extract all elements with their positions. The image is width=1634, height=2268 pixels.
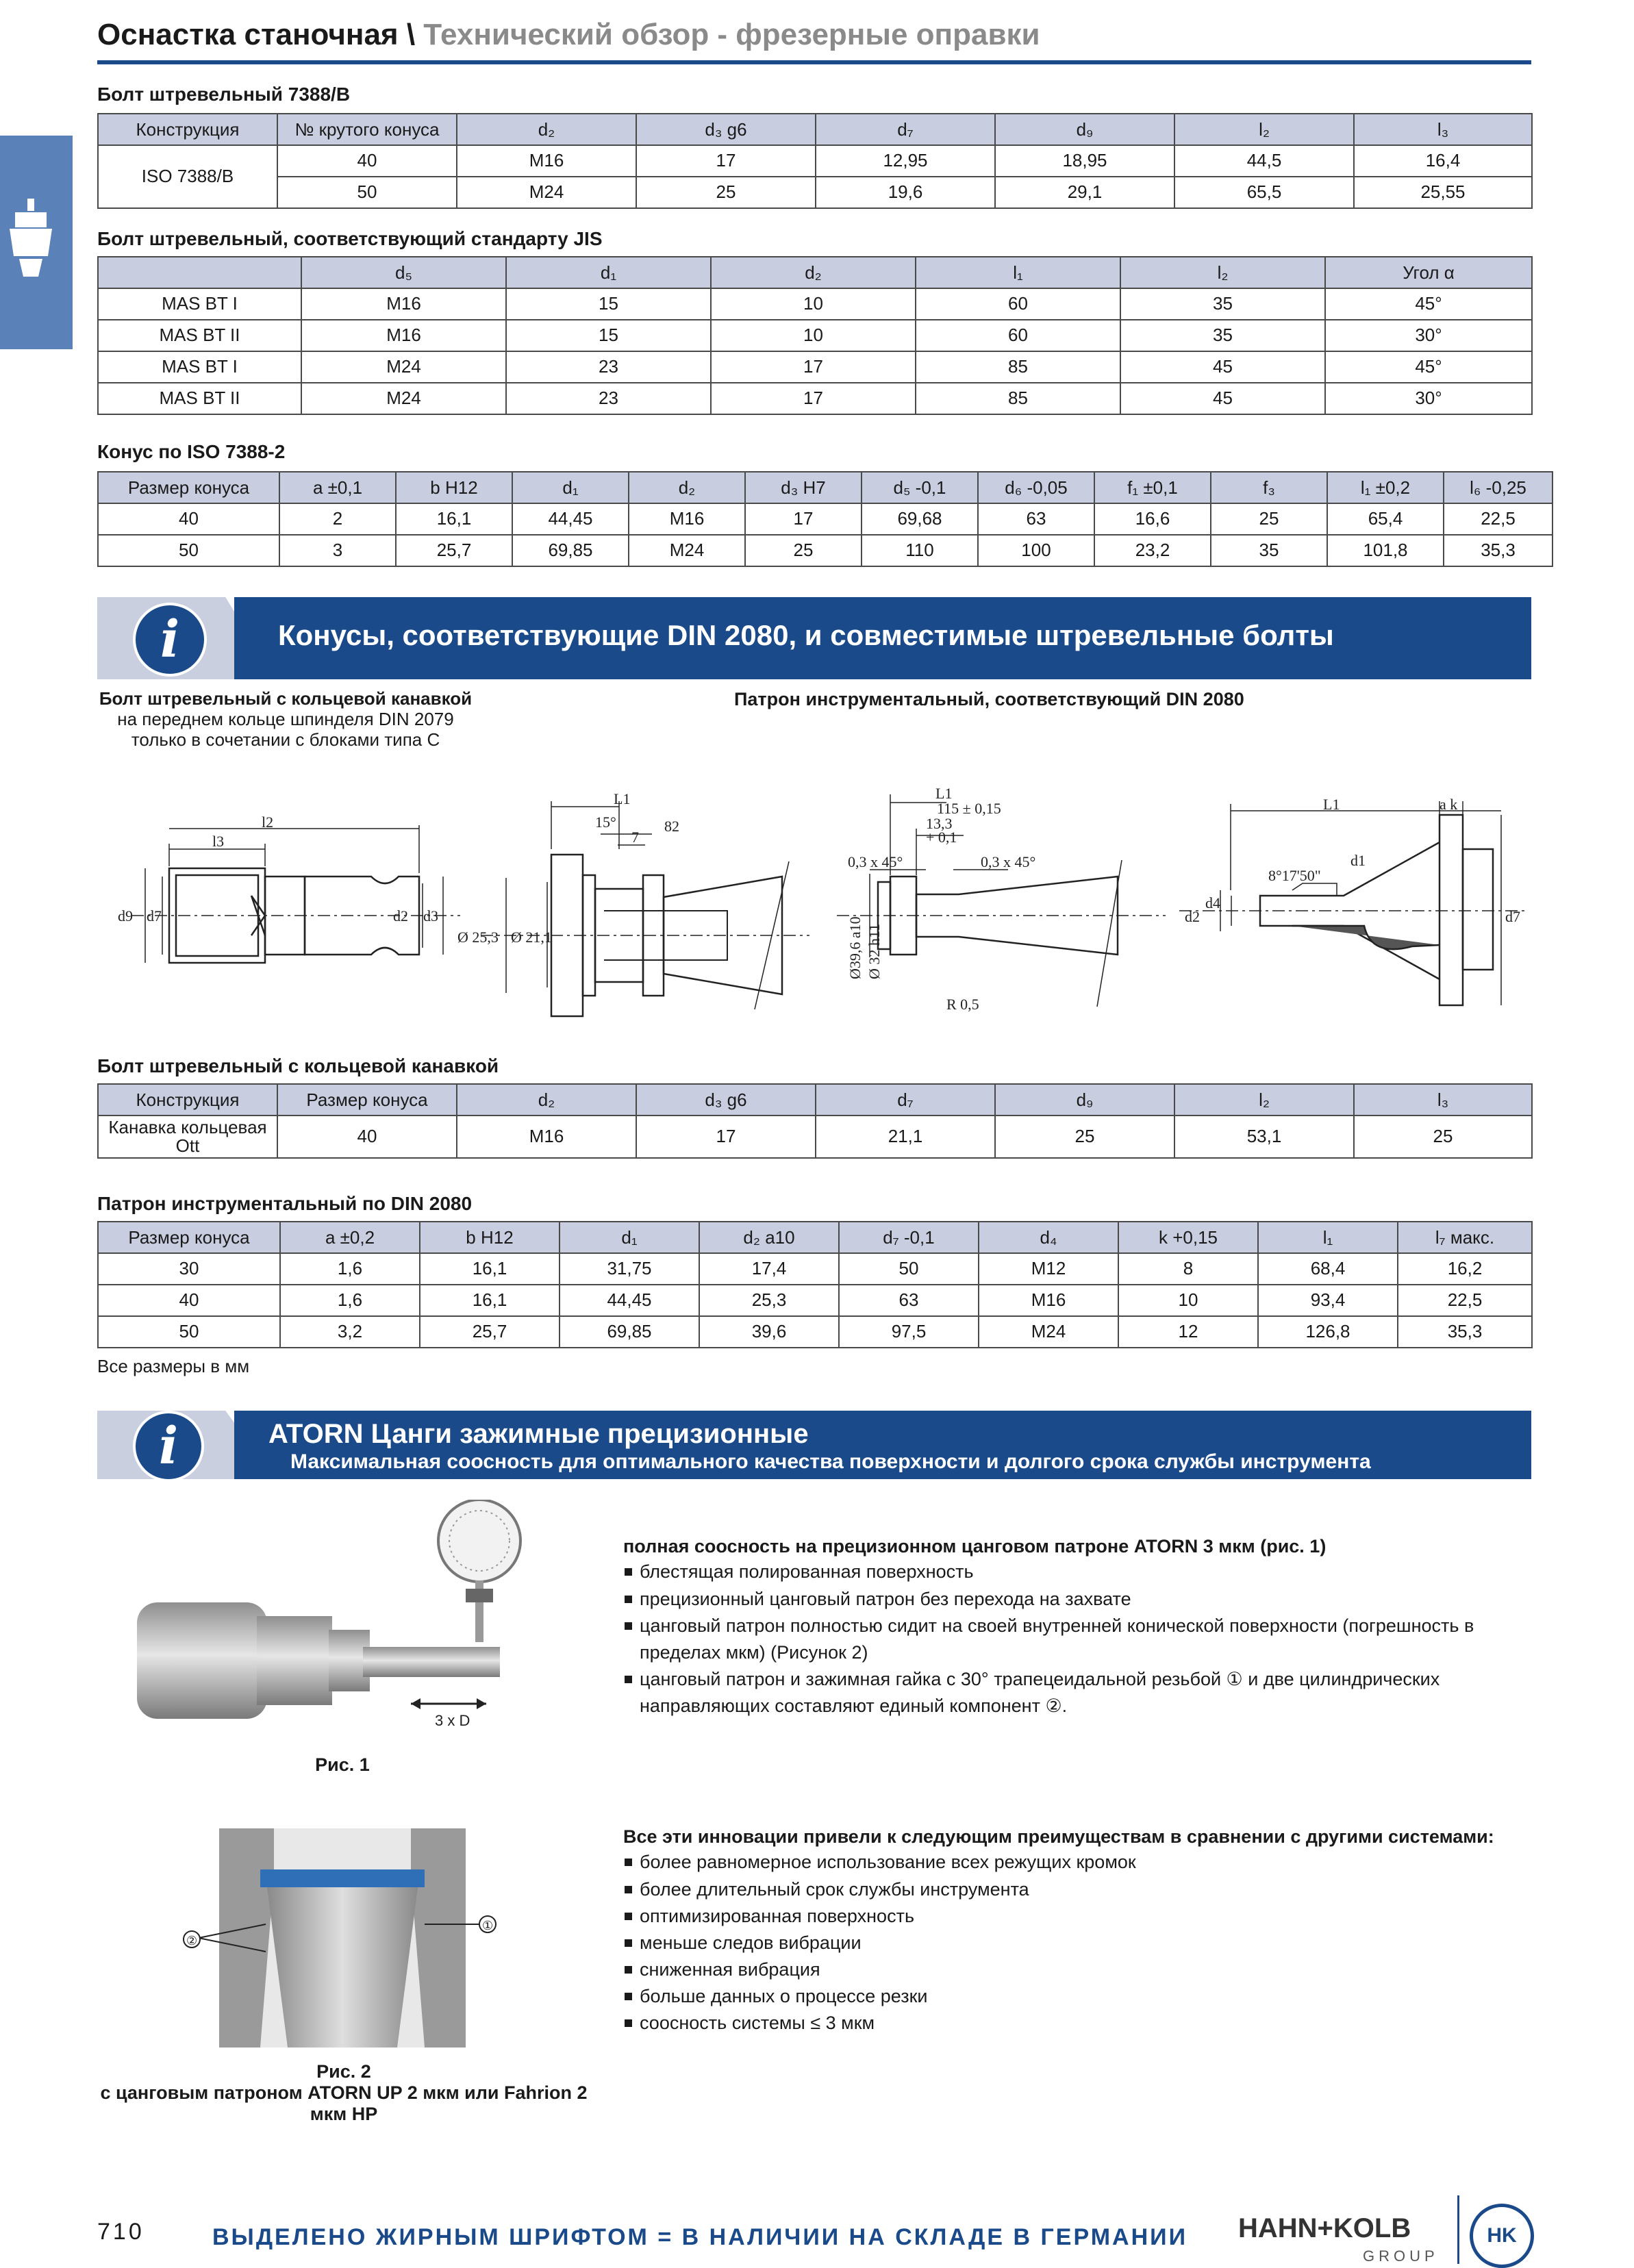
table-cell: 53,1: [1174, 1116, 1354, 1158]
table-cell: 29,1: [995, 177, 1174, 208]
table-cell: 17: [711, 351, 916, 383]
table-cell: 100: [978, 535, 1094, 566]
table-cell: 25: [636, 177, 816, 208]
table-cell: 1,6: [280, 1285, 420, 1316]
table-cell: 60: [916, 320, 1120, 351]
col-header: d₄: [979, 1222, 1118, 1253]
col-header: d₃ H7: [745, 472, 862, 503]
col-header: l₁: [916, 257, 1120, 288]
table-row: [98, 1285, 1532, 1316]
table-cell: 45°: [1325, 288, 1532, 320]
dim-label: d9: [118, 907, 133, 924]
table-cell: 10: [711, 320, 916, 351]
col-header: l₆ -0,25: [1444, 472, 1553, 503]
table-cell: MAS BT II: [98, 320, 301, 351]
table-cell: M16: [979, 1285, 1118, 1316]
col-header: d₅ -0,1: [862, 472, 978, 503]
table-cell: 25,7: [396, 535, 512, 566]
col-header: l₁: [1258, 1222, 1398, 1253]
col-header: l₂: [1174, 114, 1354, 145]
bolt7388-title: Болт штревельный 7388/B: [97, 84, 351, 105]
banner-subtitle: Максимальная соосность для оптимального качества поверхности и долгого срока службы инструмента: [290, 1450, 1371, 1473]
table-cell: 17: [636, 1116, 816, 1158]
table-cell: 40: [98, 503, 279, 535]
dim-label: l3: [212, 833, 225, 850]
table-cell: 40: [277, 145, 457, 177]
table-cell: 44,45: [512, 503, 629, 535]
col-header: Размер конуса: [277, 1084, 457, 1116]
dim-label: L1: [614, 790, 631, 807]
table-cell: 69,68: [862, 503, 978, 535]
col-header: d₁: [512, 472, 629, 503]
table-row: [98, 351, 1532, 383]
col-header: f₁ ±0,1: [1094, 472, 1211, 503]
col-header: l₂: [1174, 1084, 1354, 1116]
table-cell: 45: [1120, 383, 1325, 414]
table-cell: M24: [979, 1316, 1118, 1348]
col-header: d₆ -0,05: [978, 472, 1094, 503]
banner-title: Конусы, соответствующие DIN 2080, и совместимые штревельные болты: [278, 619, 1334, 651]
dim-label: 13,3: [926, 815, 953, 832]
list-item: меньше следов вибрации: [623, 1930, 1531, 1956]
table-cell: 44,45: [560, 1285, 699, 1316]
table-cell: 10: [1118, 1285, 1258, 1316]
table-cell: 30°: [1325, 383, 1532, 414]
table-row: [98, 320, 1532, 351]
table-cell: 16,1: [420, 1285, 560, 1316]
table-cell: ISO 7388/B: [98, 145, 277, 208]
stock-note: ВЫДЕЛЕНО ЖИРНЫМ ШРИФТОМ = В НАЛИЧИИ НА СКЛАДЕ В ГЕРМАНИИ: [212, 2224, 1188, 2250]
table-cell: 50: [839, 1253, 979, 1285]
table-cell: 85: [916, 351, 1120, 383]
brand-logo: HAHN+KOLB: [1238, 2213, 1411, 2243]
dim-label: R 0,5: [946, 996, 979, 1013]
col-header: l₃: [1354, 114, 1532, 145]
table-row: [98, 145, 1532, 177]
dim-label: Ø 21,1: [511, 929, 552, 946]
table-cell: 25,3: [699, 1285, 839, 1316]
table-cell: 126,8: [1258, 1316, 1398, 1348]
dim-label: 0,3 x 45°: [981, 853, 1036, 870]
dim-label: L1: [1323, 796, 1340, 813]
chuck-icon: [0, 136, 73, 349]
text-block-2: [623, 1824, 1531, 2037]
callout-2: ②: [186, 1934, 198, 1948]
table-cell: 30°: [1325, 320, 1532, 351]
table-cell: M16: [301, 288, 506, 320]
col-header: f₃: [1211, 472, 1327, 503]
col-header: a ±0,1: [279, 472, 396, 503]
fig-right-caption: Патрон инструментальный, соответствующий DIN 2080: [734, 689, 1244, 709]
table-cell: 35: [1120, 288, 1325, 320]
col-header: l₂: [1120, 257, 1325, 288]
block1-list: [623, 1559, 1531, 1719]
table-cell: 12,95: [816, 145, 995, 177]
table-cell: 65,5: [1174, 177, 1354, 208]
table-cell: Канавка кольцевая Ott: [98, 1116, 277, 1158]
chapter-tab: [0, 136, 73, 349]
table-cell: 3: [279, 535, 396, 566]
table-cell: 30: [98, 1253, 280, 1285]
col-header: d₂: [457, 114, 636, 145]
col-header: d₃ g6: [636, 1084, 816, 1116]
col-header: d₂: [711, 257, 916, 288]
table-cell: 50: [98, 1316, 280, 1348]
dim-label: 115 ± 0,15: [937, 800, 1001, 817]
dim-label: Ø 32 h11: [866, 923, 883, 979]
fig1-caption: Рис. 1: [315, 1754, 370, 1775]
col-header: Размер конуса: [98, 1222, 280, 1253]
list-item: сниженная вибрация: [623, 1956, 1531, 1983]
table-cell: 65,4: [1327, 503, 1444, 535]
table-cell: 45: [1120, 351, 1325, 383]
table-row: [98, 503, 1553, 535]
boltRing-table: [97, 1083, 1533, 1159]
table-cell: 25: [995, 1116, 1174, 1158]
cone7388-table: [97, 471, 1553, 567]
col-header: b H12: [420, 1222, 560, 1253]
table-cell: 16,4: [1354, 145, 1532, 177]
col-header: k +0,15: [1118, 1222, 1258, 1253]
col-header: d₂: [629, 472, 745, 503]
fig-left-caption: Болт штревельный с кольцевой канавкой на переднем кольце шпинделя DIN 2079 только в сочетании с блоками типа C: [99, 688, 473, 750]
table-header-row: [98, 257, 1532, 288]
dim-label: d7: [1505, 908, 1520, 925]
table-header-row: [98, 1084, 1532, 1116]
list-item: прецизионный цанговый патрон без перехода на захвате: [623, 1586, 1531, 1613]
table-cell: M16: [457, 145, 636, 177]
cone7388-title: Конус по ISO 7388-2: [97, 441, 286, 462]
table-cell: 18,95: [995, 145, 1174, 177]
table-cell: 2: [279, 503, 396, 535]
table-cell: 19,6: [816, 177, 995, 208]
table-cell: 45°: [1325, 351, 1532, 383]
table-row: [98, 288, 1532, 320]
table-cell: 39,6: [699, 1316, 839, 1348]
technical-drawings: [97, 774, 1531, 1020]
list-item: цанговый патрон и зажимная гайка с 30° трапецеидальной резьбой ① и две цилиндрических направляющих составляют единый компонент ②.: [623, 1666, 1531, 1719]
col-header: d₉: [995, 114, 1174, 145]
col-header: l₁ ±0,2: [1327, 472, 1444, 503]
dim-label: d2: [1185, 908, 1200, 925]
dim-label: d1: [1350, 852, 1366, 869]
table-cell: 15: [506, 288, 711, 320]
block2-heading: Все эти инновации привели к следующим преимуществам в сравнении с другими системами:: [623, 1826, 1494, 1847]
dim-label: a k: [1440, 796, 1458, 813]
boltJIS-title: Болт штревельный, соответствующий стандарту JIS: [97, 228, 603, 249]
table-cell: 17: [636, 145, 816, 177]
table-cell: 17,4: [699, 1253, 839, 1285]
table-cell: 35,3: [1398, 1316, 1532, 1348]
col-header: Конструкция: [98, 114, 277, 145]
retention-bolt-drawing: [131, 825, 460, 963]
table-cell: 23: [506, 383, 711, 414]
dim-label: 8°17'50": [1268, 867, 1321, 884]
table-cell: M16: [629, 503, 745, 535]
cone-section-drawing: [481, 801, 809, 1016]
dim-label: d3: [423, 907, 438, 924]
table-cell: 8: [1118, 1253, 1258, 1285]
dim-label: d7: [147, 907, 162, 924]
dim-label: L1: [935, 785, 953, 802]
table-cell: 44,5: [1174, 145, 1354, 177]
table-cell: 23,2: [1094, 535, 1211, 566]
table-cell: M16: [457, 1116, 636, 1158]
callout-1: ①: [482, 1919, 494, 1933]
list-item: больше данных о процессе резки: [623, 1983, 1531, 2010]
logo-divider: [1457, 2195, 1459, 2264]
dim-label: 7: [631, 829, 639, 846]
table-cell: 69,85: [560, 1316, 699, 1348]
table-cell: 68,4: [1258, 1253, 1398, 1285]
col-header: d₇ -0,1: [839, 1222, 979, 1253]
units-note: Все размеры в мм: [97, 1356, 250, 1376]
din2080-table: [97, 1221, 1533, 1348]
taper-flange-drawing: [1179, 801, 1529, 1005]
table-cell: 23: [506, 351, 711, 383]
list-item: более равномерное использование всех режущих кромок: [623, 1849, 1531, 1876]
col-header: Размер конуса: [98, 472, 279, 503]
table-cell: 15: [506, 320, 711, 351]
block2-list: [623, 1849, 1531, 2037]
table-cell: M24: [629, 535, 745, 566]
col-header: Угол α: [1325, 257, 1532, 288]
fig1-illustration: [130, 1500, 568, 1732]
list-item: соосность системы ≤ 3 мкм: [623, 2010, 1531, 2037]
table-cell: 25: [1211, 503, 1327, 535]
table-cell: 50: [98, 535, 279, 566]
list-item: блестящая полированная поверхность: [623, 1559, 1531, 1585]
hk-badge-icon: HK: [1470, 2204, 1534, 2268]
table-cell: 85: [916, 383, 1120, 414]
banner-title: ATORN Цанги зажимные прецизионные: [268, 1419, 809, 1449]
table-row: [98, 1116, 1532, 1158]
list-item: оптимизированная поверхность: [623, 1903, 1531, 1930]
col-header: d₉: [995, 1084, 1174, 1116]
col-header: d₂: [457, 1084, 636, 1116]
table-cell: 35: [1211, 535, 1327, 566]
col-header: b H12: [396, 472, 512, 503]
col-header: d₃ g6: [636, 114, 816, 145]
col-header: d₅: [301, 257, 506, 288]
table-cell: MAS BT II: [98, 383, 301, 414]
table-cell: MAS BT I: [98, 351, 301, 383]
table-cell: 16,6: [1094, 503, 1211, 535]
info-icon: i: [133, 603, 207, 677]
dim-label: 0,3 x 45°: [848, 853, 903, 870]
info-banner-atorn: [97, 1411, 1531, 1479]
dim-label: l2: [262, 814, 274, 831]
dim-label: Ø39,6 a10: [846, 916, 864, 979]
fig2-illustration: [178, 1822, 507, 2054]
table-cell: 69,85: [512, 535, 629, 566]
col-header: Конструкция: [98, 1084, 277, 1116]
table-row: [98, 1316, 1532, 1348]
table-cell: 93,4: [1258, 1285, 1398, 1316]
brand-logo-sub: GROUP: [1363, 2247, 1439, 2265]
table-cell: 63: [978, 503, 1094, 535]
table-row: [98, 177, 1532, 208]
header-rule: [97, 60, 1531, 64]
dim-label: + 0,1: [926, 829, 957, 846]
table-cell: 10: [711, 288, 916, 320]
col-header: [98, 257, 301, 288]
table-cell: M24: [301, 351, 506, 383]
table-cell: 25: [745, 535, 862, 566]
dim-label: Ø 25,3: [457, 929, 499, 946]
table-cell: 35: [1120, 320, 1325, 351]
table-cell: 110: [862, 535, 978, 566]
table-cell: M24: [457, 177, 636, 208]
table-cell: 60: [916, 288, 1120, 320]
table-cell: 22,5: [1444, 503, 1553, 535]
info-icon: i: [133, 1411, 204, 1482]
table-cell: 63: [839, 1285, 979, 1316]
info-banner-din2080: [97, 597, 1531, 679]
boltJIS-table: [97, 256, 1533, 415]
table-cell: 101,8: [1327, 535, 1444, 566]
table-cell: 40: [277, 1116, 457, 1158]
din2080-title: Патрон инструментальный по DIN 2080: [97, 1193, 473, 1214]
table-row: [98, 535, 1553, 566]
dim-label: 15°: [595, 814, 616, 831]
col-header: № крутого конуса: [277, 114, 457, 145]
table-cell: 16,1: [396, 503, 512, 535]
page-title: Оснастка станочная \ Технический обзор - фрезерные оправки: [97, 18, 1040, 51]
table-cell: 17: [711, 383, 916, 414]
din2080-holder-drawing: [837, 794, 1166, 1007]
col-header: d₇: [816, 1084, 995, 1116]
text-block-1: [623, 1534, 1531, 1719]
table-cell: 21,1: [816, 1116, 995, 1158]
col-header: l₃: [1354, 1084, 1532, 1116]
table-cell: 17: [745, 503, 862, 535]
table-cell: 31,75: [560, 1253, 699, 1285]
col-header: d₂ a10: [699, 1222, 839, 1253]
list-item: более длительный срок службы инструмента: [623, 1876, 1531, 1903]
fig1-label: 3 x D: [435, 1712, 470, 1729]
table-cell: 16,1: [420, 1253, 560, 1285]
table-cell: 50: [277, 177, 457, 208]
col-header: a ±0,2: [280, 1222, 420, 1253]
table-cell: 16,2: [1398, 1253, 1532, 1285]
table-cell: 35,3: [1444, 535, 1553, 566]
table-cell: 22,5: [1398, 1285, 1532, 1316]
table-row: [98, 1253, 1532, 1285]
table-cell: 25,55: [1354, 177, 1532, 208]
table-cell: MAS BT I: [98, 288, 301, 320]
table-header-row: [98, 114, 1532, 145]
col-header: d₁: [560, 1222, 699, 1253]
table-cell: 97,5: [839, 1316, 979, 1348]
list-item: цанговый патрон полностью сидит на своей внутренней конической поверхности (погрешность в пределах мкм) (Рисунок 2): [623, 1613, 1531, 1666]
table-row: [98, 383, 1532, 414]
table-header-row: [98, 472, 1553, 503]
dim-label: d4: [1205, 894, 1220, 911]
dim-label: 82: [664, 818, 679, 835]
col-header: l₇ макс.: [1398, 1222, 1532, 1253]
col-header: d₁: [506, 257, 711, 288]
bolt7388-table: [97, 113, 1533, 209]
block1-heading: полная соосность на прецизионном цанговом патроне ATORN 3 мкм (рис. 1): [623, 1536, 1327, 1557]
table-cell: M24: [301, 383, 506, 414]
table-cell: 12: [1118, 1316, 1258, 1348]
table-cell: M16: [301, 320, 506, 351]
table-header-row: [98, 1222, 1532, 1253]
table-cell: 25: [1354, 1116, 1532, 1158]
dim-label: d2: [393, 907, 408, 924]
page-number: 710: [97, 2219, 144, 2245]
fig2-caption: Рис. 2 с цанговым патроном ATORN UP 2 мкм или Fahrion 2 мкм HP: [100, 2061, 588, 2125]
table-cell: 40: [98, 1285, 280, 1316]
table-cell: 3,2: [280, 1316, 420, 1348]
col-header: d₇: [816, 114, 995, 145]
table-cell: M12: [979, 1253, 1118, 1285]
table-cell: 1,6: [280, 1253, 420, 1285]
boltRing-title: Болт штревельный с кольцевой канавкой: [97, 1055, 499, 1076]
table-cell: 25,7: [420, 1316, 560, 1348]
